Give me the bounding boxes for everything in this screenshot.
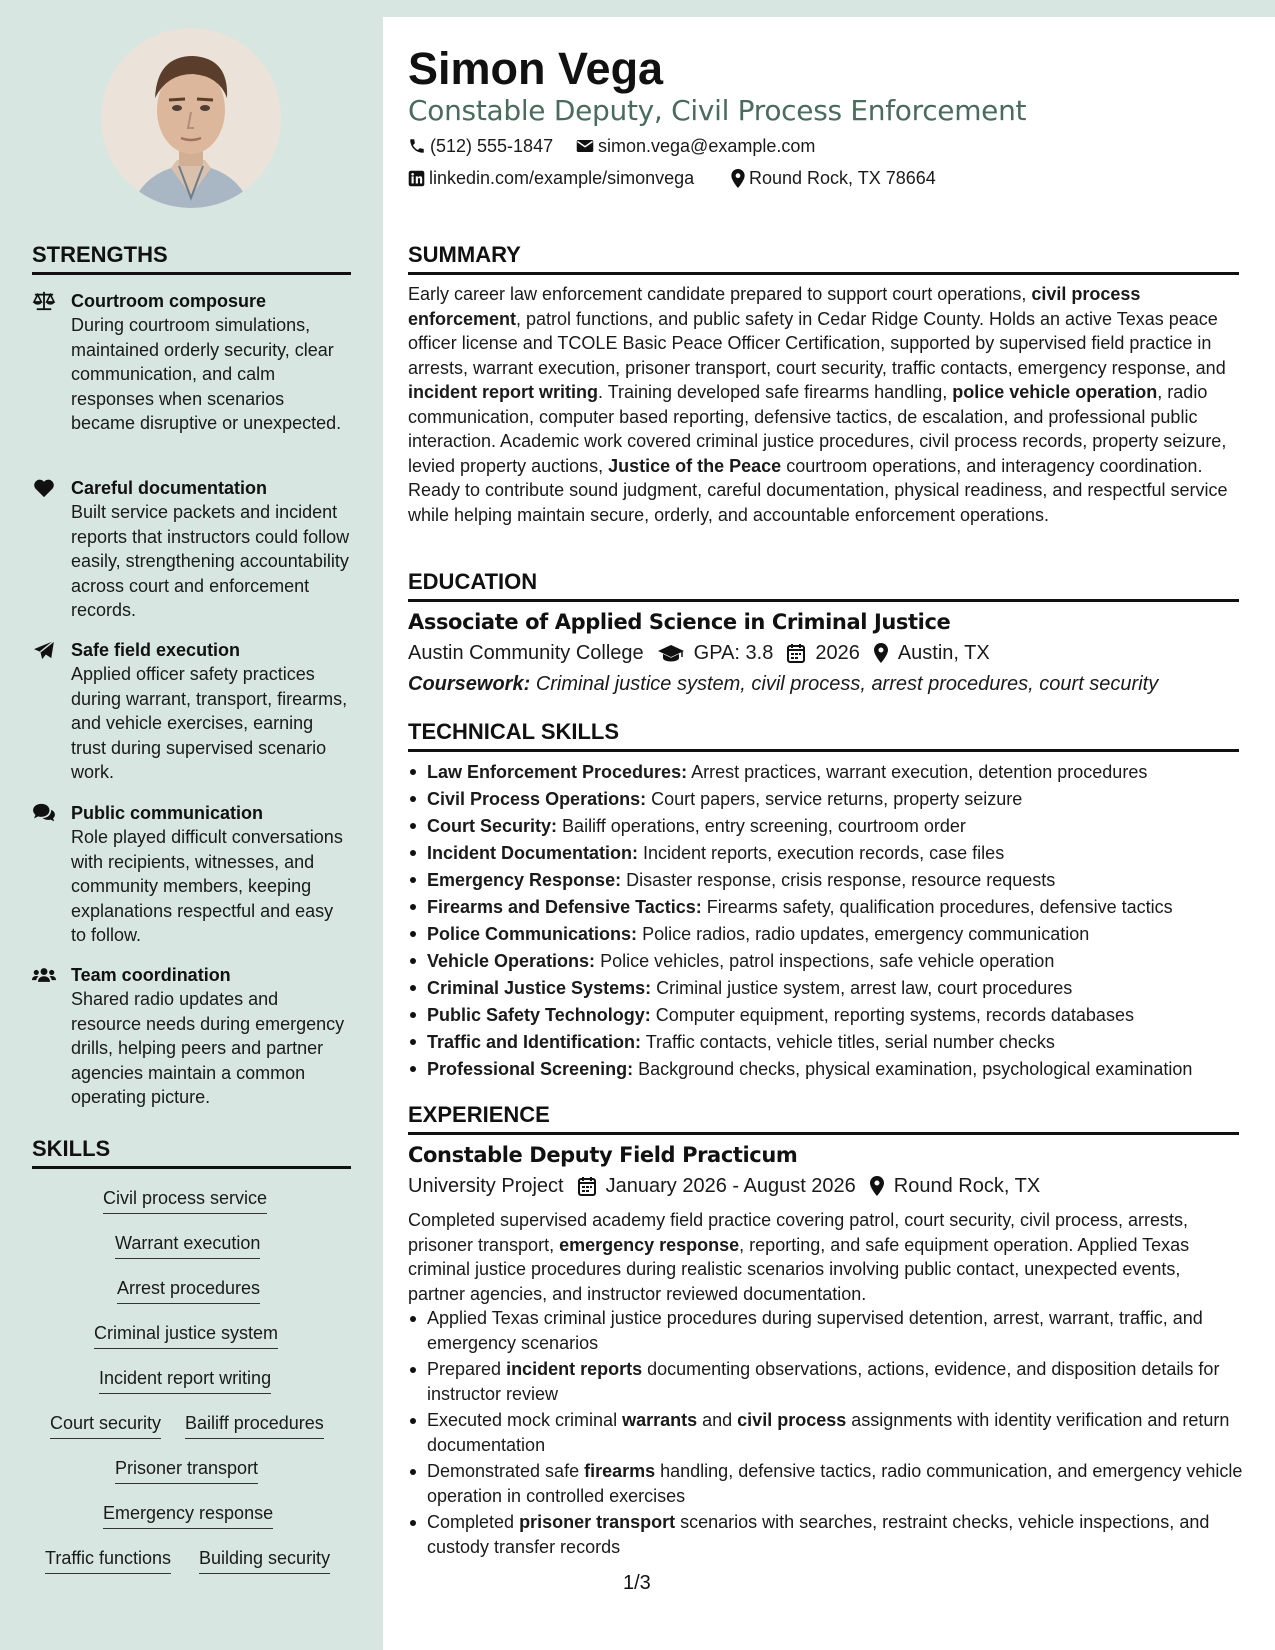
graduation-cap-icon <box>658 644 684 662</box>
bullet-emphasis: prisoner transport <box>519 1512 676 1532</box>
contact-location <box>731 167 936 189</box>
strength-item <box>32 801 352 948</box>
skills-heading: SKILLS <box>32 1136 351 1169</box>
list-item <box>427 759 1259 786</box>
bullet-emphasis: civil process <box>737 1410 847 1430</box>
skill-tag: Bailiff procedures <box>185 1411 324 1439</box>
degree-title: Associate of Applied Science in Criminal Justice <box>408 610 951 634</box>
intro-emphasis: emergency response <box>559 1234 740 1255</box>
bullet-text: Executed mock criminal <box>427 1410 623 1430</box>
education-heading: EDUCATION <box>408 569 1239 602</box>
coursework-text: Criminal justice system, civil process, arrest procedures, court security <box>535 673 1159 695</box>
skill-tag: Building security <box>199 1546 330 1574</box>
bullet-text: and <box>697 1410 738 1430</box>
skill-value: Traffic contacts, vehicle titles, serial number checks <box>645 1032 1055 1052</box>
experience-dates: January 2026 - August 2026 <box>605 1175 856 1197</box>
list-item <box>427 1029 1259 1056</box>
map-marker-icon <box>870 1176 884 1196</box>
skill-tag: Warrant execution <box>115 1231 260 1259</box>
skill-tag: Traffic functions <box>45 1546 171 1574</box>
skill-value: Court papers, service returns, property seizure <box>651 789 1023 809</box>
intro-part: , reporting, and safe equipment operation. Applied Texas criminal justice procedures during realistic scenarios involving public contact, unexpected events, partner agencies, and instructor reviewed documentation. <box>408 1234 1190 1304</box>
list-item <box>427 786 1259 813</box>
summary-emphasis: civil process enforcement <box>408 284 1141 329</box>
bullet-text: scenarios with searches, restraint checks, vehicle inspections, and custody transfer records <box>427 1512 1210 1557</box>
strength-title: Public communication <box>71 803 264 823</box>
experience-intro <box>408 1208 1240 1306</box>
list-item <box>427 948 1259 975</box>
list-item <box>427 894 1259 921</box>
school-name: Austin Community College <box>408 642 644 664</box>
skill-label: Public Safety Technology: <box>427 1005 651 1025</box>
strengths-heading: STRENGTHS <box>32 242 351 275</box>
strength-desc: Built service packets and incident reports that instructors could follow easily, strengthening accountability across court and enforcement records. <box>71 502 350 620</box>
list-item <box>427 1357 1259 1406</box>
job-title: Constable Deputy, Civil Process Enforcement <box>408 94 1027 127</box>
bullet-text: Prepared <box>427 1359 507 1379</box>
list-item <box>427 975 1259 1002</box>
contact-email[interactable] <box>576 135 815 157</box>
location-text: Round Rock, TX 78664 <box>749 168 936 188</box>
phone-text: (512) 555-1847 <box>430 136 554 156</box>
strength-desc: Role played difficult conversations with recipients, witnesses, and community members, keeping explanations respectful and easy to follow. <box>71 827 343 945</box>
role-title: Constable Deputy Field Practicum <box>408 1143 798 1167</box>
linkedin-text[interactable]: linkedin.com/example/simonvega <box>429 168 695 188</box>
map-marker-icon <box>731 169 745 188</box>
list-item <box>427 813 1259 840</box>
education-meta <box>408 640 990 666</box>
contact-phone <box>408 135 553 157</box>
summary-emphasis: police vehicle operation <box>952 382 1158 402</box>
bullet-text: documenting observations, actions, evidence, and disposition details for instructor review <box>427 1359 1220 1404</box>
linkedin-icon <box>408 170 425 187</box>
skill-label: Emergency Response: <box>427 870 622 890</box>
strength-title: Team coordination <box>71 965 231 985</box>
list-item <box>427 867 1259 894</box>
list-item <box>427 1510 1259 1559</box>
strength-desc: Shared radio updates and resource needs during emergency drills, helping peers and partner agencies maintain a common operating picture. <box>71 989 345 1107</box>
contact-linkedin[interactable] <box>408 167 694 189</box>
summary-part: , radio communication, computer based reporting, defensive tactics, de escalation, and professional public interaction. Academic work covered criminal justice procedures, civil process records, property seizure, levied property auctions, <box>408 382 1227 476</box>
skill-value: Incident reports, execution records, case files <box>643 843 1005 863</box>
bullet-emphasis: firearms <box>584 1461 656 1481</box>
skill-label: Criminal Justice Systems: <box>427 978 652 998</box>
skill-value: Criminal justice system, arrest law, court procedures <box>656 978 1073 998</box>
profile-photo <box>101 28 281 208</box>
summary-emphasis: incident report writing <box>408 382 599 402</box>
bullet-emphasis: incident reports <box>506 1359 643 1379</box>
bullet-text: Applied Texas criminal justice procedures during supervised detention, arrest, warrant, traffic, and emergency scenarios <box>427 1308 1203 1353</box>
skill-tag: Civil process service <box>103 1186 267 1214</box>
skill-tag: Court security <box>50 1411 161 1439</box>
top-band <box>0 0 1275 17</box>
skill-tag: Criminal justice system <box>94 1321 278 1349</box>
skill-value: Firearms safety, qualification procedures, defensive tactics <box>706 897 1173 917</box>
strength-title: Careful documentation <box>71 478 268 498</box>
skill-label: Court Security: <box>427 816 558 836</box>
bullet-text: Completed <box>427 1512 520 1532</box>
skill-label: Professional Screening: <box>427 1059 634 1079</box>
skill-label: Traffic and Identification: <box>427 1032 642 1052</box>
skill-tag: Emergency response <box>103 1501 273 1529</box>
skill-tag: Incident report writing <box>99 1366 271 1394</box>
technical-skills-list <box>408 759 1259 1083</box>
gpa-text: GPA: 3.8 <box>693 642 774 664</box>
experience-meta <box>408 1173 1040 1199</box>
strength-title: Courtroom composure <box>71 291 267 311</box>
summary-part: courtroom operations, and interagency coordination. Ready to contribute sound judgment, careful documentation, physical readiness, and respectful service while helping maintain secure, orderly, and accountable enforcement operations. <box>408 455 1228 525</box>
coursework-label: Coursework: <box>408 673 531 695</box>
bullet-text: handling, defensive tactics, radio communication, and emergency vehicle operation in controlled exercises <box>427 1461 1243 1506</box>
balance-scale-icon <box>32 291 56 311</box>
heart-icon <box>32 478 56 498</box>
skill-value: Bailiff operations, entry screening, courtroom order <box>562 816 966 836</box>
experience-location: Round Rock, TX <box>893 1175 1041 1197</box>
skill-label: Police Communications: <box>427 924 638 944</box>
list-item <box>427 840 1259 867</box>
summary-text <box>408 282 1240 527</box>
summary-part: . Training developed safe firearms handling, <box>598 382 953 402</box>
experience-bullets <box>408 1306 1259 1561</box>
strength-item <box>32 963 352 1110</box>
users-icon <box>32 965 56 985</box>
organization: University Project <box>408 1175 564 1197</box>
skill-value: Background checks, physical examination, psychological examination <box>638 1059 1193 1079</box>
summary-part: , patrol functions, and public safety in Cedar Ridge County. Holds an active Texas peace officer license and TCOLE Basic Peace Officer Certification, supported by supervised field practice in arrests, warrant execution, prisoner transport, court security, traffic contacts, emergency response, and <box>408 308 1226 378</box>
skill-value: Police radios, radio updates, emergency communication <box>642 924 1090 944</box>
list-item <box>427 1056 1259 1083</box>
list-item <box>427 1459 1259 1508</box>
strength-title: Safe field execution <box>71 640 241 660</box>
skill-label: Incident Documentation: <box>427 843 638 863</box>
paper-plane-icon <box>32 640 56 660</box>
skill-value: Disaster response, crisis response, resource requests <box>626 870 1056 890</box>
bullet-emphasis: warrants <box>622 1410 698 1430</box>
phone-icon <box>408 137 426 155</box>
comments-icon <box>32 803 56 823</box>
skill-value: Police vehicles, patrol inspections, safe vehicle operation <box>600 951 1055 971</box>
technical-skills-heading: TECHNICAL SKILLS <box>408 719 1239 752</box>
skill-tag: Arrest procedures <box>117 1276 260 1304</box>
skill-value: Arrest practices, warrant execution, detention procedures <box>691 762 1148 782</box>
skill-label: Firearms and Defensive Tactics: <box>427 897 702 917</box>
envelope-icon <box>576 138 594 154</box>
school-location: Austin, TX <box>897 642 990 664</box>
coursework-line <box>408 671 1158 697</box>
calendar-icon <box>787 643 805 663</box>
candidate-name: Simon Vega <box>408 43 664 94</box>
bullet-text: Demonstrated safe <box>427 1461 585 1481</box>
map-marker-icon <box>874 643 888 663</box>
list-item <box>427 921 1259 948</box>
bullet-text: assignments with identity verification and return documentation <box>427 1410 1230 1455</box>
email-text[interactable]: simon.vega@example.com <box>598 136 816 156</box>
list-item <box>427 1408 1259 1457</box>
strength-desc: During courtroom simulations, maintained orderly security, clear communication, and calm responses when scenarios became disruptive or unexpected. <box>71 315 342 433</box>
skill-label: Law Enforcement Procedures: <box>427 762 688 782</box>
strength-item <box>32 289 352 436</box>
list-item <box>427 1002 1259 1029</box>
summary-heading: SUMMARY <box>408 242 1239 275</box>
strength-item <box>32 638 352 785</box>
summary-emphasis: Justice of the Peace <box>608 455 782 476</box>
skill-tag: Prisoner transport <box>115 1456 258 1484</box>
intro-part: Completed supervised academy field practice covering patrol, court security, civil process, arrests, prisoner transport, <box>408 1210 1188 1255</box>
strength-desc: Applied officer safety practices during warrant, transport, firearms, and vehicle exercises, earning trust during supervised scenario work. <box>71 664 348 782</box>
graduation-year: 2026 <box>815 642 860 664</box>
strength-item <box>32 476 352 623</box>
page-number: 1/3 <box>623 1572 651 1594</box>
experience-heading: EXPERIENCE <box>408 1102 1239 1135</box>
skill-label: Vehicle Operations: <box>427 951 596 971</box>
calendar-icon <box>578 1176 596 1196</box>
skill-label: Civil Process Operations: <box>427 789 647 809</box>
summary-part: Early career law enforcement candidate prepared to support court operations, <box>408 284 1032 304</box>
skill-value: Computer equipment, reporting systems, records databases <box>655 1005 1134 1025</box>
list-item <box>427 1306 1259 1355</box>
